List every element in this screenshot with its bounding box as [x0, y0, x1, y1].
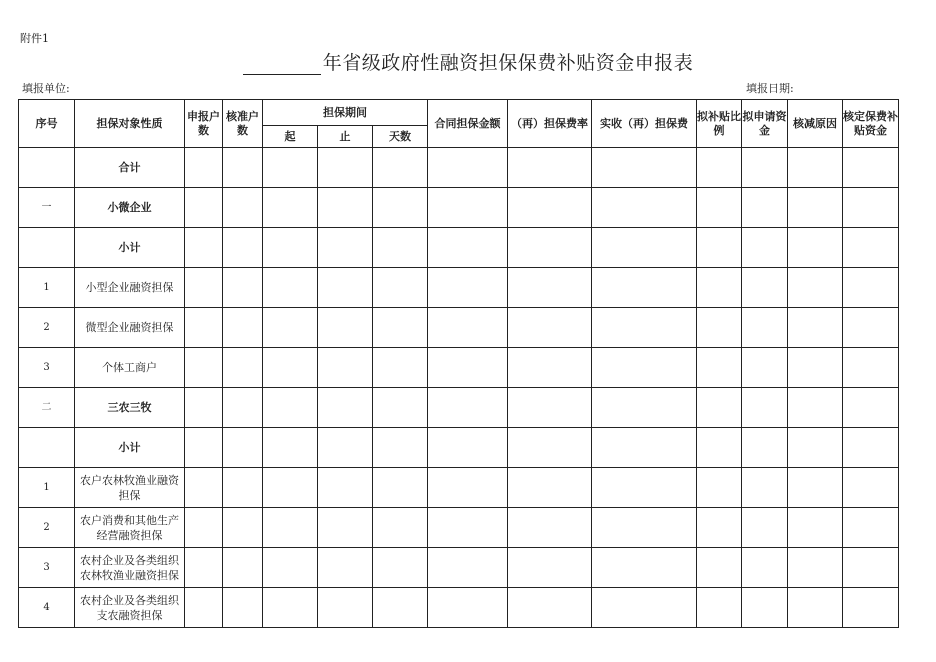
table-row	[19, 148, 899, 188]
row-seq	[19, 228, 75, 268]
row-nature: 个体工商户	[75, 348, 185, 388]
header-period-start: 起	[263, 126, 318, 148]
input-cell[interactable]	[843, 428, 899, 468]
input-cell[interactable]	[508, 228, 592, 268]
input-cell[interactable]	[788, 188, 843, 228]
header-seq: 序号	[19, 100, 75, 148]
header-period-days: 天数	[373, 126, 428, 148]
input-cell[interactable]	[592, 348, 697, 388]
input-cell[interactable]	[592, 268, 697, 308]
table-row	[19, 388, 899, 428]
input-cell[interactable]	[373, 428, 428, 468]
row-nature: 合计	[75, 148, 185, 188]
input-cell[interactable]	[697, 348, 742, 388]
input-cell[interactable]	[697, 588, 742, 628]
fill-date-label: 填报日期:	[746, 82, 794, 95]
input-cell[interactable]	[843, 268, 899, 308]
input-cell[interactable]	[428, 228, 508, 268]
input-cell[interactable]	[843, 348, 899, 388]
input-cell[interactable]	[697, 148, 742, 188]
input-cell[interactable]	[742, 308, 788, 348]
input-cell[interactable]	[263, 588, 318, 628]
input-cell[interactable]	[185, 548, 223, 588]
input-cell[interactable]	[592, 428, 697, 468]
attachment-label: 附件1	[20, 32, 49, 45]
input-cell[interactable]	[843, 508, 899, 548]
input-cell[interactable]	[697, 388, 742, 428]
input-cell[interactable]	[788, 388, 843, 428]
input-cell[interactable]	[185, 268, 223, 308]
header-guarantee-period: 担保期间	[263, 100, 428, 126]
table-row	[19, 228, 899, 268]
row-nature: 小型企业融资担保	[75, 268, 185, 308]
input-cell[interactable]	[223, 308, 263, 348]
input-cell[interactable]	[428, 188, 508, 228]
input-cell[interactable]	[263, 468, 318, 508]
input-cell[interactable]	[788, 508, 843, 548]
input-cell[interactable]	[318, 588, 373, 628]
input-cell[interactable]	[508, 348, 592, 388]
header-actual-fee: 实收（再）担保费	[592, 100, 697, 148]
input-cell[interactable]	[318, 548, 373, 588]
input-cell[interactable]	[373, 388, 428, 428]
input-cell[interactable]	[428, 468, 508, 508]
row-seq: 2	[19, 508, 75, 548]
input-cell[interactable]	[592, 228, 697, 268]
row-seq: 二	[19, 388, 75, 428]
input-cell[interactable]	[697, 468, 742, 508]
input-cell[interactable]	[185, 588, 223, 628]
input-cell[interactable]	[263, 508, 318, 548]
input-cell[interactable]	[592, 388, 697, 428]
input-cell[interactable]	[318, 228, 373, 268]
input-cell[interactable]	[318, 508, 373, 548]
input-cell[interactable]	[742, 548, 788, 588]
table-row	[19, 428, 899, 468]
input-cell[interactable]	[843, 188, 899, 228]
input-cell[interactable]	[223, 428, 263, 468]
row-nature: 微型企业融资担保	[75, 308, 185, 348]
input-cell[interactable]	[223, 588, 263, 628]
input-cell[interactable]	[318, 268, 373, 308]
input-cell[interactable]	[508, 388, 592, 428]
table-row	[19, 508, 899, 548]
input-cell[interactable]	[508, 188, 592, 228]
input-cell[interactable]	[742, 148, 788, 188]
input-cell[interactable]	[373, 228, 428, 268]
input-cell[interactable]	[263, 548, 318, 588]
header-applied-households: 申报户数	[185, 100, 223, 148]
input-cell[interactable]	[318, 468, 373, 508]
input-cell[interactable]	[223, 148, 263, 188]
input-cell[interactable]	[742, 588, 788, 628]
header-subsidy-ratio: 拟补贴比例	[697, 100, 742, 148]
row-nature: 农村企业及各类组织支农融资担保	[75, 588, 185, 628]
table-row	[19, 268, 899, 308]
input-cell[interactable]	[697, 308, 742, 348]
input-cell[interactable]	[318, 388, 373, 428]
input-cell[interactable]	[373, 268, 428, 308]
input-cell[interactable]	[185, 188, 223, 228]
input-cell[interactable]	[742, 388, 788, 428]
input-cell[interactable]	[843, 548, 899, 588]
row-seq: 1	[19, 468, 75, 508]
input-cell[interactable]	[263, 388, 318, 428]
input-cell[interactable]	[263, 148, 318, 188]
input-cell[interactable]	[843, 148, 899, 188]
fill-unit-label: 填报单位:	[22, 82, 70, 95]
input-cell[interactable]	[508, 428, 592, 468]
input-cell[interactable]	[843, 588, 899, 628]
input-cell[interactable]	[788, 308, 843, 348]
input-cell[interactable]	[592, 308, 697, 348]
input-cell[interactable]	[373, 188, 428, 228]
row-seq: 2	[19, 308, 75, 348]
input-cell[interactable]	[223, 268, 263, 308]
input-cell[interactable]	[788, 548, 843, 588]
row-nature: 小微企业	[75, 188, 185, 228]
input-cell[interactable]	[697, 548, 742, 588]
input-cell[interactable]	[185, 348, 223, 388]
input-cell[interactable]	[508, 508, 592, 548]
input-cell[interactable]	[508, 308, 592, 348]
input-cell[interactable]	[697, 428, 742, 468]
header-approved-funds: 核定保费补贴资金	[843, 100, 899, 148]
input-cell[interactable]	[223, 468, 263, 508]
row-seq	[19, 428, 75, 468]
input-cell[interactable]	[428, 348, 508, 388]
table-row	[19, 308, 899, 348]
input-cell[interactable]	[788, 228, 843, 268]
header-period-end: 止	[318, 126, 373, 148]
input-cell[interactable]	[263, 308, 318, 348]
input-cell[interactable]	[373, 348, 428, 388]
input-cell[interactable]	[185, 228, 223, 268]
input-cell[interactable]	[742, 268, 788, 308]
input-cell[interactable]	[742, 188, 788, 228]
input-cell[interactable]	[742, 228, 788, 268]
input-cell[interactable]	[843, 308, 899, 348]
input-cell[interactable]	[428, 388, 508, 428]
input-cell[interactable]	[185, 508, 223, 548]
row-nature: 小计	[75, 428, 185, 468]
input-cell[interactable]	[318, 348, 373, 388]
input-cell[interactable]	[428, 428, 508, 468]
row-seq: 3	[19, 548, 75, 588]
input-cell[interactable]	[508, 468, 592, 508]
input-cell[interactable]	[185, 308, 223, 348]
input-cell[interactable]	[428, 588, 508, 628]
input-cell[interactable]	[373, 508, 428, 548]
input-cell[interactable]	[263, 228, 318, 268]
header-rate: （再）担保费率	[508, 100, 592, 148]
input-cell[interactable]	[788, 268, 843, 308]
subsidy-application-table	[18, 99, 899, 628]
input-cell[interactable]	[373, 308, 428, 348]
row-seq: 4	[19, 588, 75, 628]
title-text: 年省级政府性融资担保保费补贴资金申报表	[322, 52, 694, 74]
input-cell[interactable]	[742, 508, 788, 548]
input-cell[interactable]	[428, 508, 508, 548]
input-cell[interactable]	[185, 428, 223, 468]
row-seq: 一	[19, 188, 75, 228]
header-contract-amount: 合同担保金额	[428, 100, 508, 148]
input-cell[interactable]	[592, 508, 697, 548]
input-cell[interactable]	[843, 388, 899, 428]
input-cell[interactable]	[788, 428, 843, 468]
input-cell[interactable]	[318, 308, 373, 348]
input-cell[interactable]	[223, 388, 263, 428]
input-cell[interactable]	[788, 468, 843, 508]
input-cell[interactable]	[843, 228, 899, 268]
input-cell[interactable]	[788, 148, 843, 188]
input-cell[interactable]	[508, 588, 592, 628]
input-cell[interactable]	[373, 148, 428, 188]
input-cell[interactable]	[223, 348, 263, 388]
input-cell[interactable]	[373, 548, 428, 588]
input-cell[interactable]	[223, 508, 263, 548]
table-row	[19, 188, 899, 228]
input-cell[interactable]	[373, 588, 428, 628]
table-row	[19, 548, 899, 588]
input-cell[interactable]	[318, 148, 373, 188]
input-cell[interactable]	[428, 308, 508, 348]
input-cell[interactable]	[592, 148, 697, 188]
input-cell[interactable]	[742, 348, 788, 388]
input-cell[interactable]	[428, 148, 508, 188]
row-seq	[19, 148, 75, 188]
input-cell[interactable]	[592, 548, 697, 588]
input-cell[interactable]	[508, 148, 592, 188]
input-cell[interactable]	[185, 388, 223, 428]
input-cell[interactable]	[185, 148, 223, 188]
row-nature: 农户农林牧渔业融资担保	[75, 468, 185, 508]
input-cell[interactable]	[428, 548, 508, 588]
input-cell[interactable]	[843, 468, 899, 508]
input-cell[interactable]	[742, 428, 788, 468]
input-cell[interactable]	[263, 348, 318, 388]
input-cell[interactable]	[318, 428, 373, 468]
table-row	[19, 348, 899, 388]
input-cell[interactable]	[263, 268, 318, 308]
input-cell[interactable]	[373, 468, 428, 508]
input-cell[interactable]	[428, 268, 508, 308]
row-nature: 小计	[75, 228, 185, 268]
header-reduction-reason: 核减原因	[788, 100, 843, 148]
header-nature: 担保对象性质	[75, 100, 185, 148]
input-cell[interactable]	[592, 188, 697, 228]
page-title	[0, 48, 936, 75]
input-cell[interactable]	[263, 188, 318, 228]
input-cell[interactable]	[592, 588, 697, 628]
input-cell[interactable]	[788, 588, 843, 628]
input-cell[interactable]	[592, 468, 697, 508]
input-cell[interactable]	[742, 468, 788, 508]
row-seq: 3	[19, 348, 75, 388]
input-cell[interactable]	[185, 468, 223, 508]
input-cell[interactable]	[788, 348, 843, 388]
input-cell[interactable]	[318, 188, 373, 228]
year-blank[interactable]	[243, 54, 321, 75]
table-row	[19, 588, 899, 628]
row-seq: 1	[19, 268, 75, 308]
input-cell[interactable]	[697, 228, 742, 268]
input-cell[interactable]	[223, 548, 263, 588]
table-row	[19, 468, 899, 508]
header-proposed-funds: 拟申请资金	[742, 100, 788, 148]
row-nature: 农村企业及各类组织农林牧渔业融资担保	[75, 548, 185, 588]
header-approved-households: 核准户数	[223, 100, 263, 148]
input-cell[interactable]	[223, 228, 263, 268]
input-cell[interactable]	[697, 508, 742, 548]
input-cell[interactable]	[223, 188, 263, 228]
input-cell[interactable]	[697, 188, 742, 228]
row-nature: 三农三牧	[75, 388, 185, 428]
input-cell[interactable]	[697, 268, 742, 308]
input-cell[interactable]	[508, 548, 592, 588]
input-cell[interactable]	[508, 268, 592, 308]
row-nature: 农户消费和其他生产经营融资担保	[75, 508, 185, 548]
input-cell[interactable]	[263, 428, 318, 468]
